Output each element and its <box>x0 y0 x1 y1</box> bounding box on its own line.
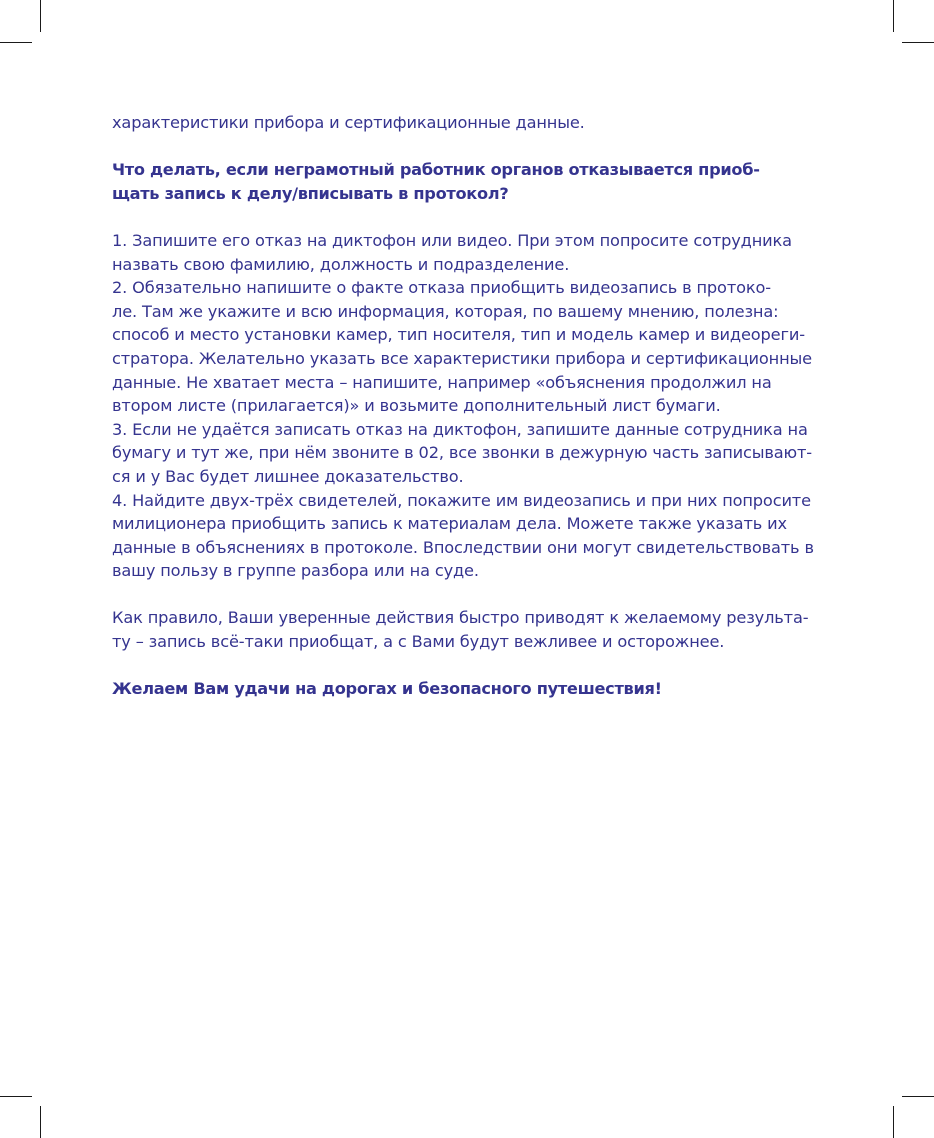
crop-mark-bottom-left-horizontal <box>0 1096 32 1097</box>
spacer <box>112 583 824 607</box>
question-heading-line: Что делать, если неграмотный работник органов отказывается приоб- <box>112 160 760 180</box>
question-heading <box>112 158 824 205</box>
step-line: данные в объяснениях в протоколе. Впоследствии они могут свидетельствовать в <box>112 537 814 557</box>
step-line: назвать свою фамилию, должность и подразделение. <box>112 254 570 274</box>
crop-mark-top-right-vertical <box>893 0 894 32</box>
steps-list <box>112 229 824 583</box>
page-content <box>112 111 824 701</box>
closing-wish: Желаем Вам удачи на дорогах и безопасного путешествия! <box>112 679 662 699</box>
step-line: стратора. Желательно указать все характеристики прибора и сертификационные <box>112 348 812 368</box>
step-line: данные. Не хватает места – напишите, например «объяснения продолжил на <box>112 372 772 392</box>
step-line: бумагу и тут же, при нём звоните в 02, все звонки в дежурную часть записывают- <box>112 443 812 463</box>
question-heading-line: щать запись к делу/вписывать в протокол? <box>112 183 509 203</box>
spacer <box>112 135 824 159</box>
conclusion-line: ту – запись всё-таки приобщат, а с Вами будут вежливее и осторожнее. <box>112 632 725 652</box>
intro-tail-text: характеристики прибора и сертификационные данные. <box>112 113 585 132</box>
crop-mark-bottom-left-vertical <box>40 1106 41 1138</box>
step-line: 1. Запишите его отказ на диктофон или видео. При этом попросите сотрудника <box>112 230 792 250</box>
step-line: способ и место установки камер, тип носителя, тип и модель камер и видеореги- <box>112 325 805 345</box>
step-line: милиционера приобщить запись к материалам дела. Можете также указать их <box>112 514 787 534</box>
step-line: 3. Если не удаётся записать отказ на диктофон, запишите данные сотрудника на <box>112 419 808 439</box>
step-line: 4. Найдите двух-трёх свидетелей, покажите им видеозапись и при них попросите <box>112 490 811 510</box>
crop-mark-top-right-horizontal <box>902 42 934 43</box>
step-line: ся и у Вас будет лишнее доказательство. <box>112 466 464 486</box>
spacer <box>112 654 824 678</box>
step-line: втором листе (прилагается)» и возьмите дополнительный лист бумаги. <box>112 396 721 416</box>
conclusion-line: Как правило, Ваши уверенные действия быстро приводят к желаемому результа- <box>112 608 809 628</box>
conclusion-paragraph <box>112 606 824 653</box>
step-line: вашу пользу в группе разбора или на суде. <box>112 561 479 581</box>
crop-mark-top-left-horizontal <box>0 42 32 43</box>
step-line: 2. Обязательно напишите о факте отказа приобщить видеозапись в протоко- <box>112 278 771 298</box>
spacer <box>112 205 824 229</box>
crop-mark-bottom-right-vertical <box>893 1106 894 1138</box>
step-line: ле. Там же укажите и всю информация, которая, по вашему мнению, полезна: <box>112 301 779 321</box>
crop-mark-bottom-right-horizontal <box>902 1096 934 1097</box>
crop-mark-top-left-vertical <box>40 0 41 32</box>
